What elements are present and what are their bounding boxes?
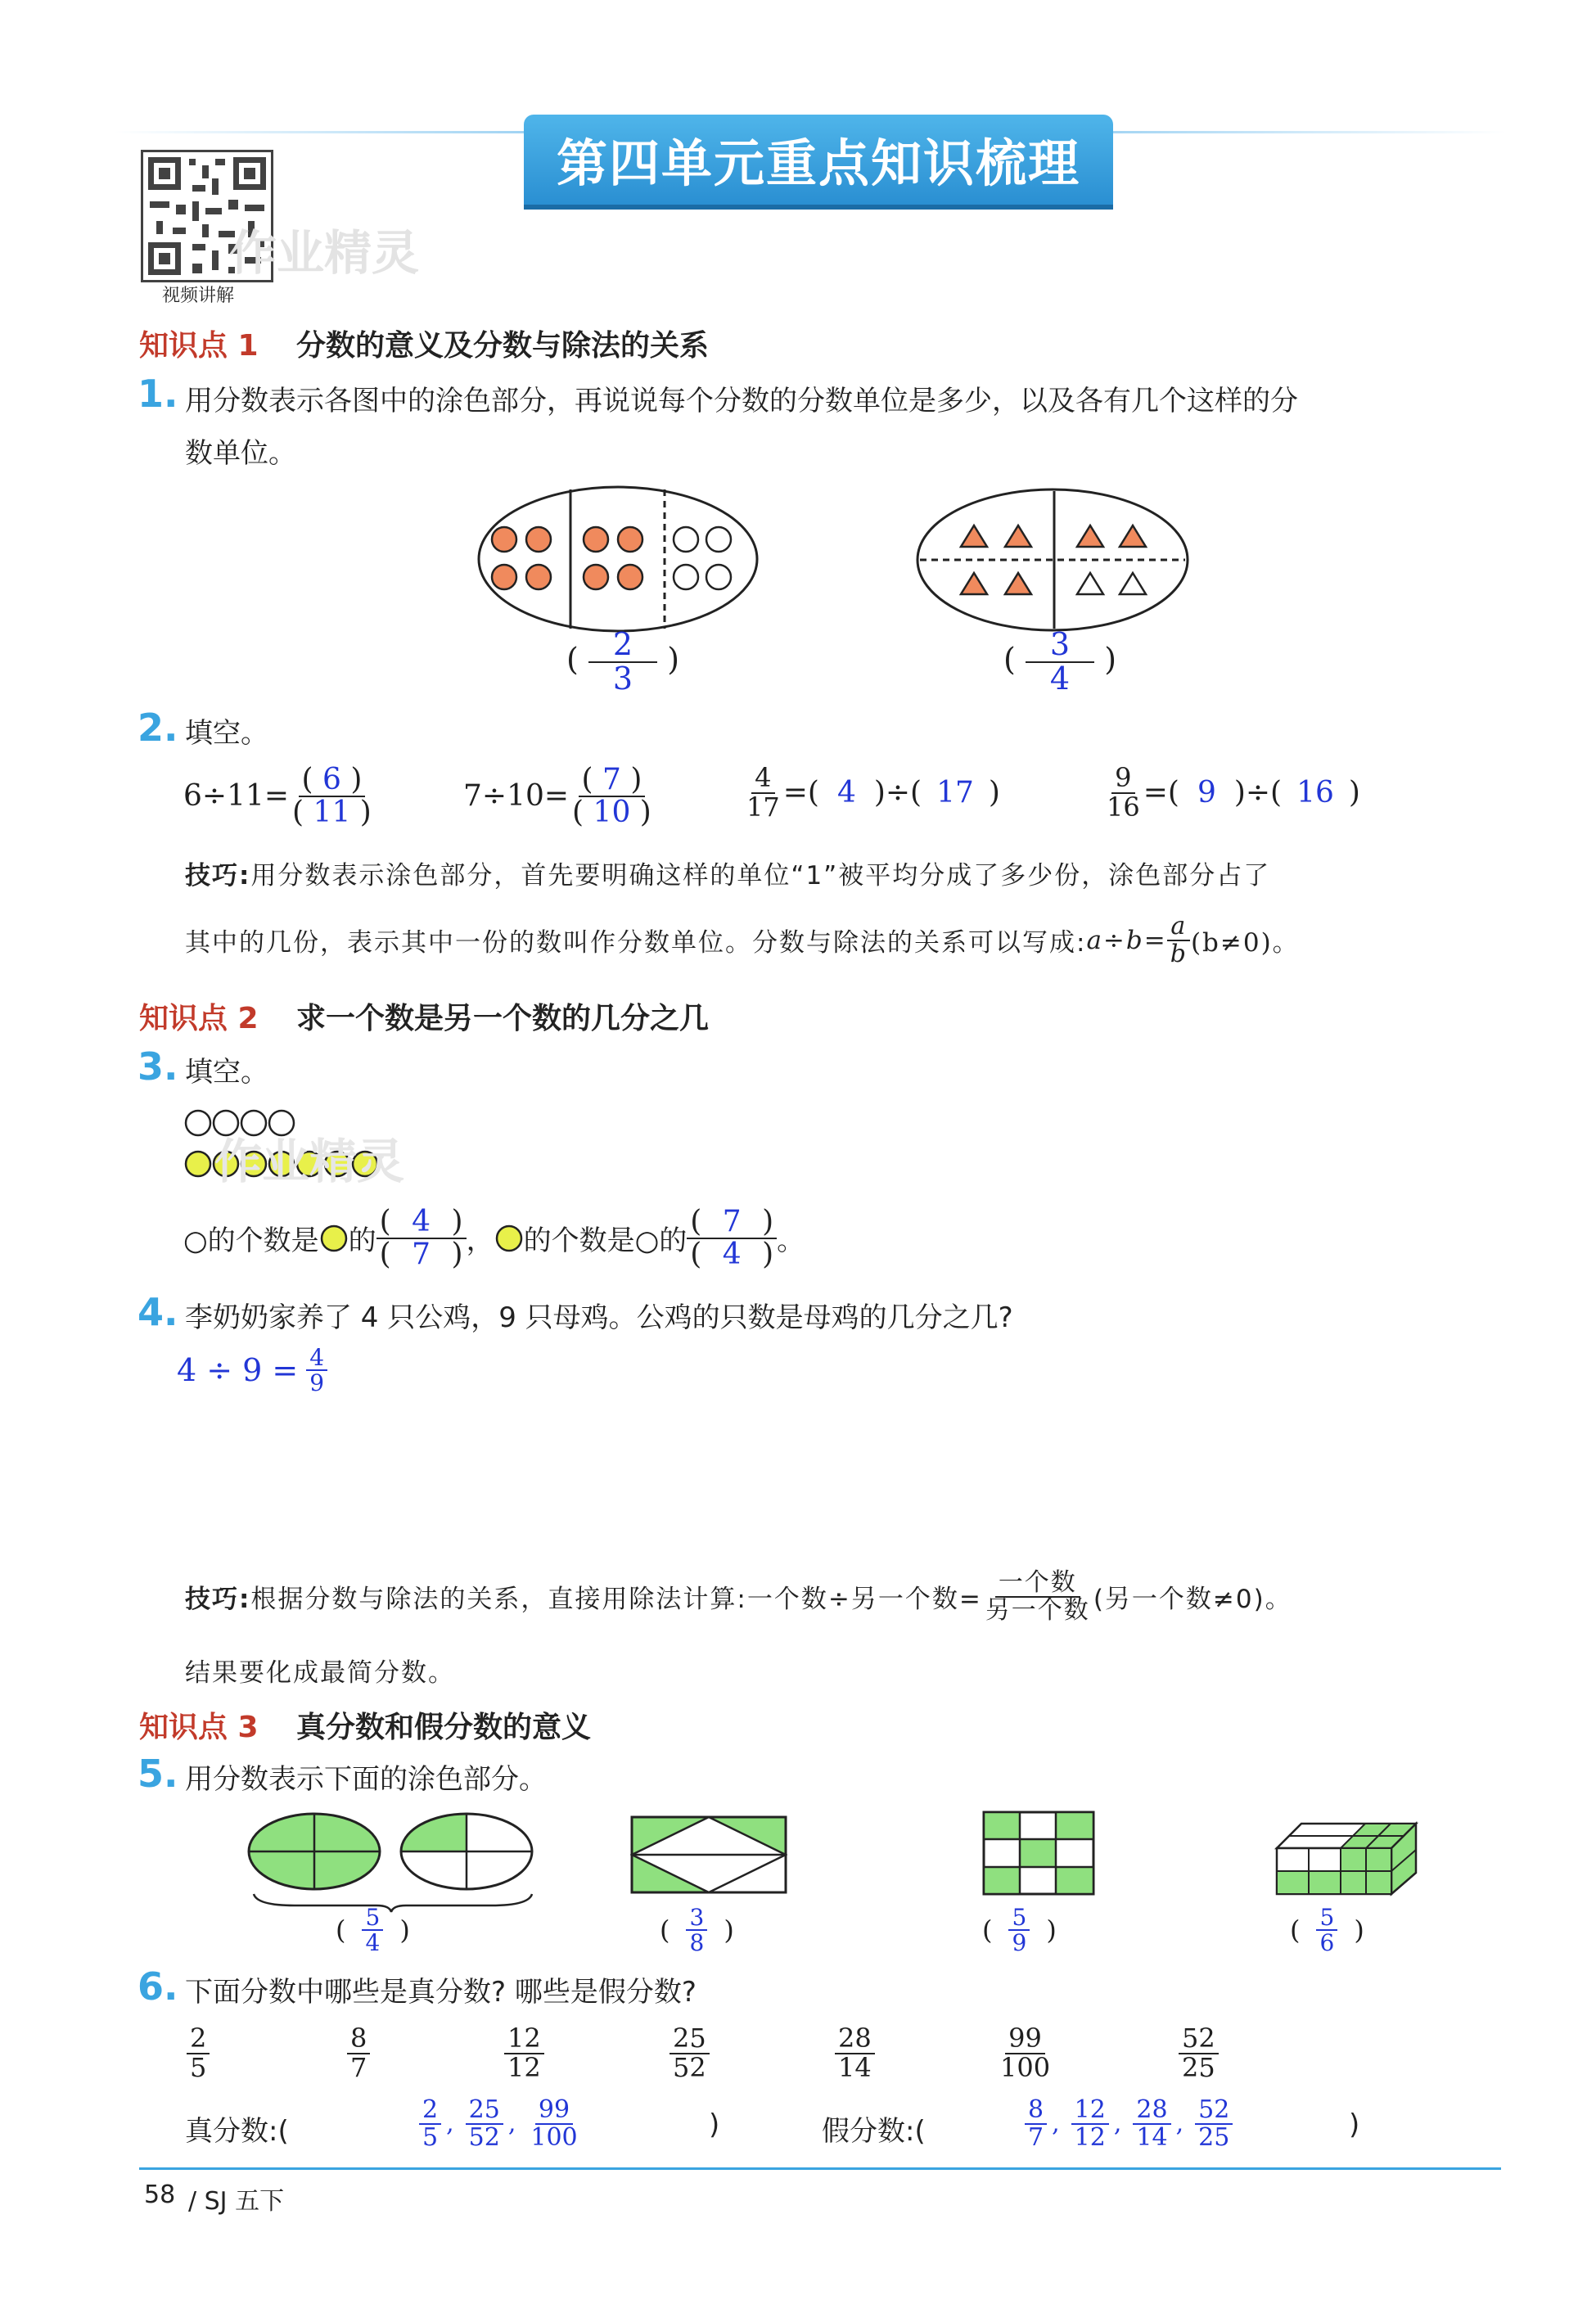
q6-proper-fraction <box>527 2097 580 2150</box>
q2-expr4-end: ) <box>1348 776 1360 810</box>
q3-text: 填空。 <box>185 1056 268 1089</box>
q3-s4: 的个数是○的 <box>523 1224 688 1258</box>
q6-fraction <box>187 2025 210 2081</box>
q1-figure-circles <box>476 485 760 634</box>
q6-proper-answers <box>419 2097 581 2150</box>
q6-number: 6. <box>138 1964 178 2009</box>
q3-number: 3. <box>138 1044 178 1089</box>
q2-expr4-op: )÷( <box>1233 776 1283 810</box>
q2-expr3-frac-den: 17 <box>746 791 780 823</box>
q6-proper-den: 52 <box>468 2122 500 2152</box>
footer-book: / SJ 五下 <box>188 2187 285 2216</box>
q5-figure-box <box>1274 1807 1421 1897</box>
q2-expr1 <box>183 764 375 828</box>
q6-improper-den: 7 <box>1028 2122 1044 2152</box>
q2-expr3-frac-num: 4 <box>751 764 774 794</box>
q5-answer-2-num: 3 <box>686 1905 707 1931</box>
q6-fraction-den: 14 <box>838 2051 872 2083</box>
q2-expr3-op: )÷( <box>873 776 922 810</box>
tip2-line1 <box>185 1570 1292 1623</box>
q2-expr1-den: 11 <box>313 795 351 829</box>
q6-fraction-num: 99 <box>1005 2025 1045 2054</box>
kp2-title: 求一个数是另一个数的几分之几 <box>296 1002 710 1035</box>
q2-expr3-mid: =( <box>782 776 819 810</box>
paren-open: ( <box>1003 641 1016 678</box>
q2-expr1-num: 6 <box>322 763 341 796</box>
tip2-formula-num: 一个数 <box>995 1570 1080 1598</box>
q6-proper-num: 2 <box>419 2097 441 2125</box>
tip2-text1: 根据分数与除法的关系，直接用除法计算:一个数÷另一个数= <box>250 1585 982 1614</box>
q3-s3: ， <box>466 1224 494 1258</box>
tip2-formula-den: 另一个数 <box>985 1595 1090 1625</box>
q6-fraction-den: 100 <box>1000 2051 1051 2083</box>
q6-improper-answers <box>1025 2097 1233 2150</box>
q6-proper-den: 5 <box>422 2122 439 2152</box>
q6-comma: , <box>446 2109 454 2138</box>
q6-fraction-den: 52 <box>673 2051 706 2083</box>
q6-proper-fraction <box>419 2097 441 2150</box>
q6-fraction-num: 8 <box>347 2025 370 2054</box>
tip1-formula-den: b <box>1170 939 1188 968</box>
q3-a2-num-wrap: ( 7 ) <box>687 1206 777 1239</box>
paren-open: ( <box>660 1914 670 1946</box>
q3-a1-num: 4 <box>412 1205 431 1238</box>
paren-open: ( <box>982 1914 993 1946</box>
paren-open: ( <box>336 1914 346 1946</box>
q2-expr1-left: 6÷11= <box>183 779 290 814</box>
q6-improper-den: 14 <box>1136 2122 1168 2152</box>
kp1-title: 分数的意义及分数与除法的关系 <box>296 329 710 363</box>
q6-fraction <box>997 2025 1053 2081</box>
q6-fraction-num: 25 <box>670 2025 710 2054</box>
q6-comma: , <box>1052 2109 1060 2138</box>
q2-expr4 <box>1103 764 1360 821</box>
q1-text-line1: 用分数表示各图中的涂色部分，再说说每个分数的分数单位是多少，以及各有几个这样的分 <box>185 385 1298 417</box>
paren-close: ) <box>399 1914 410 1946</box>
q3-sentence <box>183 1206 805 1270</box>
paren-close: ) <box>724 1914 734 1946</box>
q6-comma: , <box>1113 2109 1122 2138</box>
q6-fraction-num: 12 <box>504 2025 544 2054</box>
q5-number: 5. <box>138 1752 178 1796</box>
paren-open: ( <box>566 641 579 678</box>
q2-expr2-num-wrap: ( 7 ) <box>579 764 646 797</box>
tip2-label: 技巧: <box>185 1585 251 1614</box>
q6-improper-num: 28 <box>1133 2097 1170 2125</box>
q6-improper-num: 52 <box>1195 2097 1233 2125</box>
q1-figure-triangles <box>915 486 1190 634</box>
q2-expr1-num-wrap: ( 6 ) <box>299 764 366 797</box>
q2-text: 填空。 <box>185 717 268 750</box>
tip1-formula-cond: (b≠0)。 <box>1190 928 1300 958</box>
q5-answer-1 <box>336 1905 410 1955</box>
tip1-formula-left: a÷b= <box>1086 925 1167 955</box>
q5-figure-diamond <box>630 1815 787 1894</box>
q6-improper-fraction <box>1025 2097 1047 2150</box>
q1-number: 1. <box>138 372 178 416</box>
q2-expr2-left: 7÷10= <box>463 779 570 814</box>
q6-improper-fraction <box>1195 2097 1233 2150</box>
q3-a1-den-wrap: ( 7 ) <box>379 1237 463 1271</box>
q6-proper-label: 真分数:( <box>185 2115 289 2148</box>
q5-answer-3-num: 5 <box>1008 1905 1030 1931</box>
q6-improper-den: 25 <box>1198 2122 1230 2152</box>
paren-close: ) <box>1046 1914 1057 1946</box>
tip1-line1 <box>185 855 1270 891</box>
yellow-circle-icon <box>319 1224 349 1253</box>
q6-improper-den: 12 <box>1074 2122 1106 2152</box>
q5-answer-4-num: 5 <box>1316 1905 1337 1931</box>
page-title: 第四单元重点知识梳理 <box>556 133 1080 193</box>
q6-fraction <box>835 2025 875 2081</box>
q5-answer-4 <box>1290 1905 1364 1955</box>
q6-fraction-den: 7 <box>350 2051 367 2083</box>
q4-answer-num: 4 <box>306 1346 327 1371</box>
tip1-text1: 用分数表示涂色部分，首先要明确这样的单位“1”被平均分成了多少份，涂色部分占了 <box>250 861 1271 891</box>
q5-answer-3 <box>982 1905 1057 1955</box>
q3-a2-num: 7 <box>722 1205 742 1238</box>
kp3-label: 知识点 3 <box>139 1711 259 1744</box>
q2-expr4-frac-num: 9 <box>1111 764 1134 794</box>
q3-a1-num-wrap: ( 4 ) <box>376 1206 467 1239</box>
q3-a2-den-wrap: ( 4 ) <box>690 1237 774 1271</box>
q6-fraction <box>1179 2025 1219 2081</box>
paren-close: ) <box>1354 1914 1364 1946</box>
q1-answer1-den: 3 <box>612 660 633 697</box>
q1-answer2-num: 3 <box>1026 629 1094 663</box>
q2-number: 2. <box>138 706 178 750</box>
q5-answer-1-den: 4 <box>365 1929 381 1957</box>
q2-expr3-a: 4 <box>836 776 856 810</box>
q6-fraction <box>347 2025 370 2081</box>
q6-improper-num: 12 <box>1071 2097 1109 2125</box>
paren-open: ( <box>1290 1914 1301 1946</box>
footer-line <box>139 2167 1501 2170</box>
q2-expr2 <box>463 764 655 828</box>
q5-figure-grid <box>982 1811 1095 1896</box>
q6-fraction-num: 52 <box>1179 2025 1219 2054</box>
q2-expr2-den: 10 <box>593 795 631 829</box>
q5-answer-2-den: 8 <box>689 1929 705 1957</box>
q6-fraction-den: 12 <box>507 2051 541 2083</box>
q2-expr1-den-wrap: ( 11 ) <box>292 795 372 829</box>
q2-expr3 <box>743 764 1000 821</box>
paren-close: ) <box>1104 641 1117 678</box>
tip1-text2: 其中的几份，表示其中一份的数叫作分数单位。分数与除法的关系可以写成: <box>185 928 1087 958</box>
q6-fraction <box>504 2025 544 2081</box>
q1-answer2-den: 4 <box>1049 660 1071 697</box>
q3-a1-den: 7 <box>412 1237 431 1271</box>
q3-watermark: 作业精灵 <box>214 1134 405 1189</box>
q6-fraction-num: 2 <box>187 2025 210 2054</box>
q6-improper-num: 8 <box>1025 2097 1047 2125</box>
q2-expr4-a: 9 <box>1197 776 1216 810</box>
q1-answer2 <box>1003 626 1117 697</box>
q2-expr2-den-wrap: ( 10 ) <box>572 795 651 829</box>
q2-expr4-frac-den: 16 <box>1107 791 1140 823</box>
tip1-formula-num: a <box>1167 913 1190 941</box>
tip2-line2: 结果要化成最简分数。 <box>185 1658 455 1688</box>
q6-fraction-num: 28 <box>835 2025 875 2054</box>
q5-answer-4-den: 6 <box>1319 1929 1335 1957</box>
paren-close: ) <box>667 641 680 678</box>
q6-proper-num: 99 <box>535 2097 573 2125</box>
q5-figure-ellipses <box>246 1809 543 1914</box>
q3-s1: ○的个数是 <box>183 1224 319 1258</box>
q4-answer <box>177 1346 327 1396</box>
q3-a2-den: 4 <box>722 1237 742 1271</box>
q6-fraction-den: 5 <box>190 2051 207 2083</box>
q6-proper-num: 25 <box>466 2097 503 2125</box>
q6-text: 下面分数中哪些是真分数? 哪些是假分数? <box>185 1976 697 2009</box>
q6-improper-label: 假分数:( <box>822 2115 926 2148</box>
q5-text: 用分数表示下面的涂色部分。 <box>185 1763 547 1796</box>
q1-answer1-num: 2 <box>588 629 657 663</box>
q2-expr2-num: 7 <box>602 763 621 796</box>
q6-comma: , <box>1175 2109 1184 2138</box>
q6-improper-close: ) <box>1349 2108 1360 2141</box>
tip1-line2 <box>185 913 1300 967</box>
q5-answer-3-den: 9 <box>1012 1929 1027 1957</box>
footer-page-number: 58 <box>144 2180 176 2209</box>
q6-improper-fraction <box>1071 2097 1109 2150</box>
q4-answer-left: 4 ÷ 9 = <box>177 1352 299 1389</box>
q6-fraction <box>670 2025 710 2081</box>
q6-proper-close: ) <box>709 2108 720 2141</box>
q5-answer-1-num: 5 <box>362 1905 383 1931</box>
q2-expr3-b: 17 <box>936 776 974 810</box>
q4-text: 李奶奶家养了 4 只公鸡，9 只母鸡。公鸡的只数是母鸡的几分之几? <box>185 1301 1013 1334</box>
q3-s5: 。 <box>777 1224 805 1258</box>
q1-answer1 <box>566 626 680 697</box>
q6-fraction-row <box>187 2025 1251 2099</box>
q4-number: 4. <box>138 1290 178 1334</box>
q4-answer-den: 9 <box>309 1369 325 1397</box>
q2-expr4-b: 16 <box>1296 776 1334 810</box>
kp1-label: 知识点 1 <box>139 329 259 363</box>
q6-proper-fraction <box>466 2097 503 2150</box>
q3-s2: 的 <box>348 1224 376 1258</box>
q6-fraction-den: 25 <box>1182 2051 1215 2083</box>
q2-expr4-mid: =( <box>1143 776 1179 810</box>
q1-text-line2: 数单位。 <box>185 437 296 470</box>
q2-expr3-end: ) <box>988 776 1000 810</box>
tip1-label: 技巧: <box>185 861 251 891</box>
q6-comma: , <box>507 2109 516 2138</box>
q6-improper-fraction <box>1133 2097 1170 2150</box>
qr-caption: 视频讲解 <box>162 286 235 306</box>
yellow-circle-icon <box>494 1224 524 1253</box>
kp2-label: 知识点 2 <box>139 1002 259 1035</box>
kp3-title: 真分数和假分数的意义 <box>296 1711 592 1744</box>
q5-answer-2 <box>660 1905 734 1955</box>
q6-proper-den: 100 <box>530 2122 578 2152</box>
tip2-cond: (另一个数≠0)。 <box>1093 1585 1292 1614</box>
watermark: 作业精灵 <box>229 225 420 281</box>
